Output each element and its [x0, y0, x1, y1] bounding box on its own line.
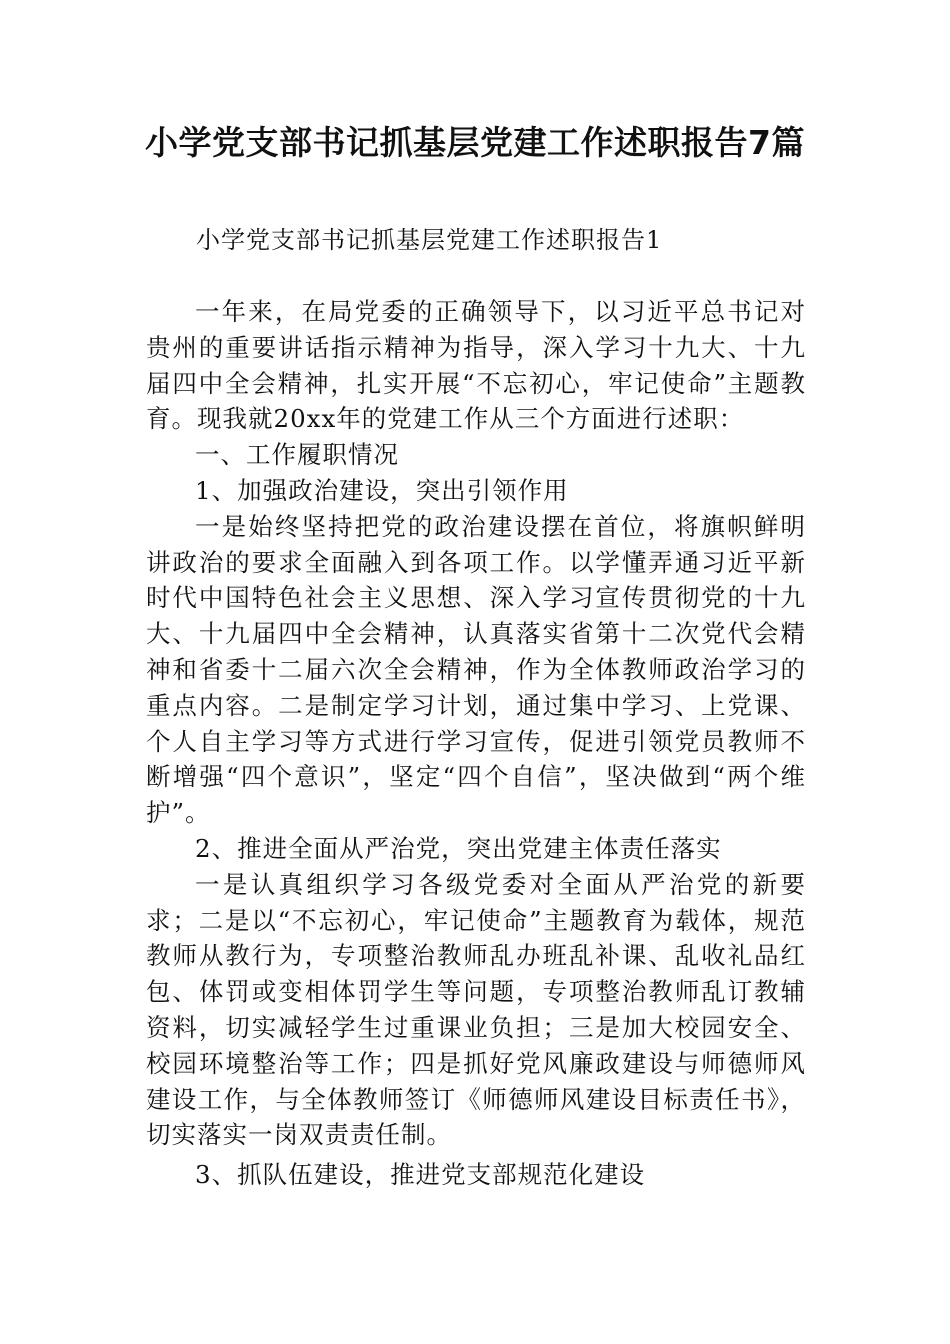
paragraph-item-2: 一是认真组织学习各级党委对全面从严治党的新要求；二是以“不忘初心，牢记使命”主题教育为载体，规范教师从教行为，专项整治教师乱办班乱补课、乱收礼品红包、体罚或变相体罚学生等问题，专项整治教师乱订教辅资料，切实减轻学生过重课业负担；三是加大校园安全、校园环境整治等工作；四是抓好党风廉政建设与师德师风建设工作，与全体教师签订《师德师风建设目标责任书》，切实落实一岗双责责任制。: [146, 869, 806, 1150]
document-subtitle: 小学党支部书记抓基层党建工作述职报告1: [196, 226, 663, 254]
document-title: 小学党支部书记抓基层党建工作述职报告7篇: [145, 123, 805, 162]
paragraph-intro: 一年来，在局党委的正确领导下，以习近平总书记对贵州的重要讲话指示精神为指导，深入学习十九大、十九届四中全会精神，扎实开展“不忘初心，牢记使命”主题教育。现我就20xx年的党建工作从三个方面进行述职：: [146, 297, 806, 434]
heading-item-2: 2、推进全面从严治党，突出党建主体责任落实: [195, 833, 722, 863]
heading-section-1: 一、工作履职情况: [195, 440, 399, 470]
document-body: [146, 294, 806, 1193]
paragraph-item-1: 一是始终坚持把党的政治建设摆在首位，将旗帜鲜明讲政治的要求全面融入到各项工作。以学懂弄通习近平新时代中国特色社会主义思想、深入学习宣传贯彻党的十九大、十九届四中全会精神，认真落实省第十二次党代会精神和省委十二届六次全会精神，作为全体教师政治学习的重点内容。二是制定学习计划，通过集中学习、上党课、个人自主学习等方式进行学习宣传，促进引领党员教师不断增强“四个意识”，坚定“四个自信”，坚决做到“两个维护”。: [146, 511, 806, 828]
heading-item-3: 3、抓队伍建设，推进党支部规范化建设: [195, 1160, 646, 1190]
heading-item-1: 1、加强政治建设，突出引领作用: [195, 475, 569, 505]
